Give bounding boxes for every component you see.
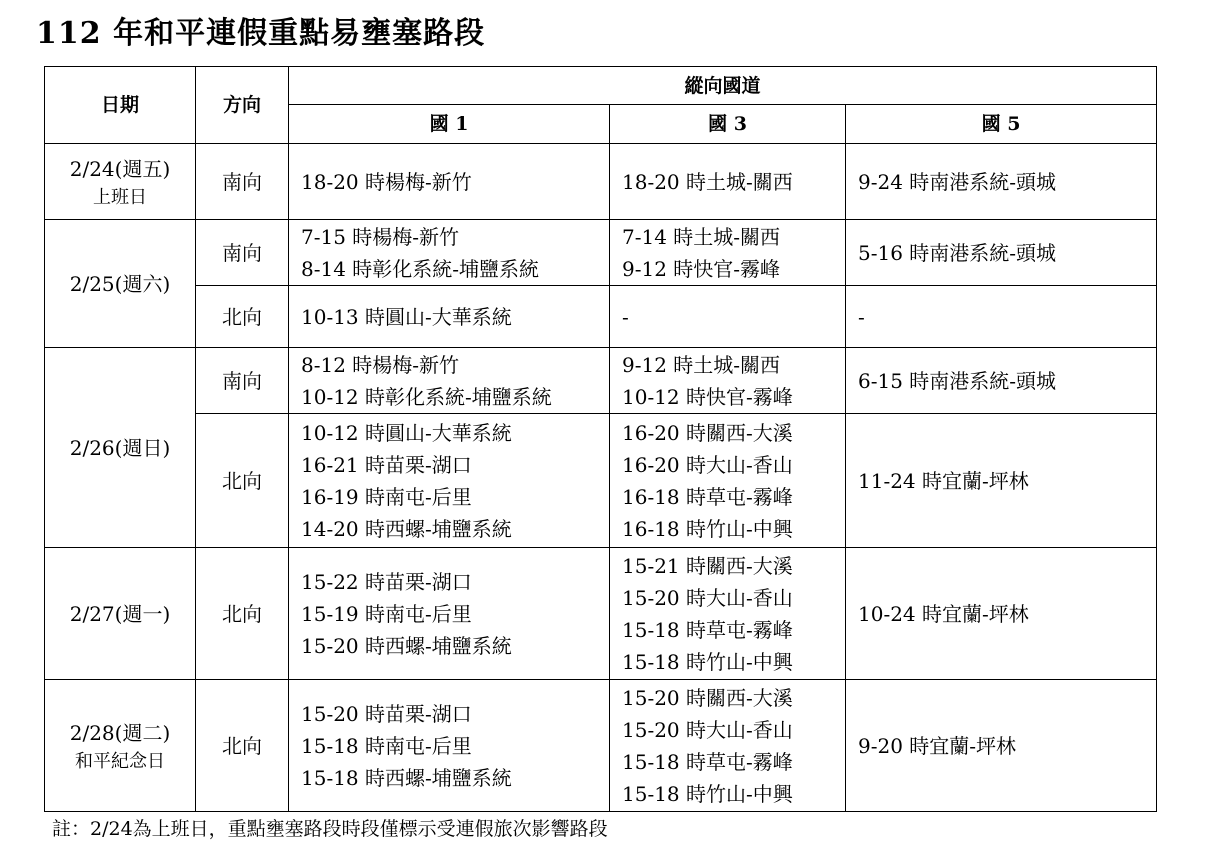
date-cell [45,348,196,548]
direction-cell: 北向 [196,548,289,680]
segment-line: 18-20 時土城-關西 [622,169,793,194]
segment-line: 10-12 時圓山-大華系統 [301,420,512,445]
segment-cell-n1 [289,548,610,680]
table-body [45,144,1157,812]
header-direction: 方向 [196,67,289,144]
segment-line: 16-20 時關西-大溪 [622,420,793,445]
header-group-national-highways: 縱向國道 [289,67,1157,105]
header-date: 日期 [45,67,196,144]
date-label: 2/24(週五) [69,156,171,181]
date-label: 2/25(週六) [69,271,171,296]
segment-line: 10-12 時彰化系統-埔鹽系統 [301,384,552,409]
table-row [45,144,1157,220]
segment-line: 6-15 時南港系統-頭城 [858,368,1057,393]
segment-line: 15-19 時南屯-后里 [301,601,472,626]
segment-line: 10-13 時圓山-大華系統 [301,304,512,329]
segment-line: 5-16 時南港系統-頭城 [858,240,1057,265]
segment-cell-n3 [610,220,846,286]
footnote: 註：2/24為上班日，重點壅塞路段時段僅標示受連假旅次影響路段 [52,818,608,840]
segment-cell-n5 [846,548,1157,680]
header-freeway-5: 國 5 [846,105,1157,144]
segment-cell-n5 [846,220,1157,286]
segment-line: 15-20 時大山-香山 [622,717,793,742]
segment-line: 10-24 時宜蘭-坪林 [858,601,1029,626]
segment-line: 18-20 時楊梅-新竹 [301,169,472,194]
segment-line: 10-12 時快官-霧峰 [622,384,793,409]
segment-line: 7-15 時楊梅-新竹 [301,224,460,249]
segment-line: 9-20 時宜蘭-坪林 [858,733,1017,758]
segment-line: 15-21 時關西-大溪 [622,553,793,578]
segment-line: 16-18 時竹山-中興 [622,516,793,541]
direction-cell: 南向 [196,144,289,220]
segment-line: 15-18 時草屯-霧峰 [622,749,793,774]
date-label: 2/26(週日) [69,435,171,460]
table-row [45,220,1157,286]
segment-cell-n1 [289,286,610,348]
table-row [45,286,1157,348]
segment-line: 16-19 時南屯-后里 [301,484,472,509]
date-cell [45,680,196,812]
segment-cell-n3 [610,286,846,348]
segment-cell-n5 [846,414,1157,548]
direction-cell: 北向 [196,286,289,348]
segment-line: 14-20 時西螺-埔鹽系統 [301,516,512,541]
table-row [45,680,1157,812]
segment-line: 15-20 時大山-香山 [622,585,793,610]
segment-cell-n5 [846,144,1157,220]
direction-cell: 南向 [196,220,289,286]
segment-line: 7-14 時土城-關西 [622,224,781,249]
segment-line: 15-18 時西螺-埔鹽系統 [301,765,512,790]
segment-cell-n5 [846,680,1157,812]
page-title: 112 年和平連假重點易壅塞路段 [36,16,486,51]
segment-cell-n1 [289,680,610,812]
date-label: 2/28(週二) [69,720,171,745]
segment-line: 15-20 時西螺-埔鹽系統 [301,633,512,658]
segment-line: - [858,304,865,329]
direction-cell: 北向 [196,414,289,548]
segment-cell-n5 [846,286,1157,348]
segment-cell-n3 [610,144,846,220]
date-note: 上班日 [93,186,147,208]
segment-line: 9-12 時快官-霧峰 [622,256,781,281]
direction-cell: 南向 [196,348,289,414]
segment-cell-n5 [846,348,1157,414]
segment-cell-n3 [610,348,846,414]
segment-line: 15-22 時苗栗-湖口 [301,569,472,594]
segment-line: 15-18 時草屯-霧峰 [622,617,793,642]
date-label: 2/27(週一) [69,601,171,626]
header-freeway-1: 國 1 [289,105,610,144]
date-note: 和平紀念日 [75,750,165,772]
segment-line: 15-18 時竹山-中興 [622,649,793,674]
segment-line: 16-18 時草屯-霧峰 [622,484,793,509]
segment-line: 15-20 時苗栗-湖口 [301,701,472,726]
segment-line: 9-24 時南港系統-頭城 [858,169,1057,194]
segment-line: 15-20 時關西-大溪 [622,685,793,710]
table-row [45,548,1157,680]
segment-line: 8-14 時彰化系統-埔鹽系統 [301,256,540,281]
segment-line: 9-12 時土城-關西 [622,352,781,377]
segment-line: 11-24 時宜蘭-坪林 [858,468,1029,493]
segment-line: 8-12 時楊梅-新竹 [301,352,460,377]
segment-line: 15-18 時南屯-后里 [301,733,472,758]
congestion-table [44,66,1157,812]
segment-cell-n3 [610,414,846,548]
segment-line: 16-20 時大山-香山 [622,452,793,477]
date-cell [45,220,196,348]
date-cell [45,548,196,680]
segment-cell-n3 [610,680,846,812]
segment-line: 16-21 時苗栗-湖口 [301,452,472,477]
segment-cell-n1 [289,144,610,220]
segment-line: - [622,304,629,329]
header-freeway-3: 國 3 [610,105,846,144]
table-row [45,348,1157,414]
segment-cell-n3 [610,548,846,680]
date-cell [45,144,196,220]
direction-cell: 北向 [196,680,289,812]
segment-cell-n1 [289,348,610,414]
segment-cell-n1 [289,414,610,548]
segment-line: 15-18 時竹山-中興 [622,781,793,806]
segment-cell-n1 [289,220,610,286]
table-row [45,414,1157,548]
